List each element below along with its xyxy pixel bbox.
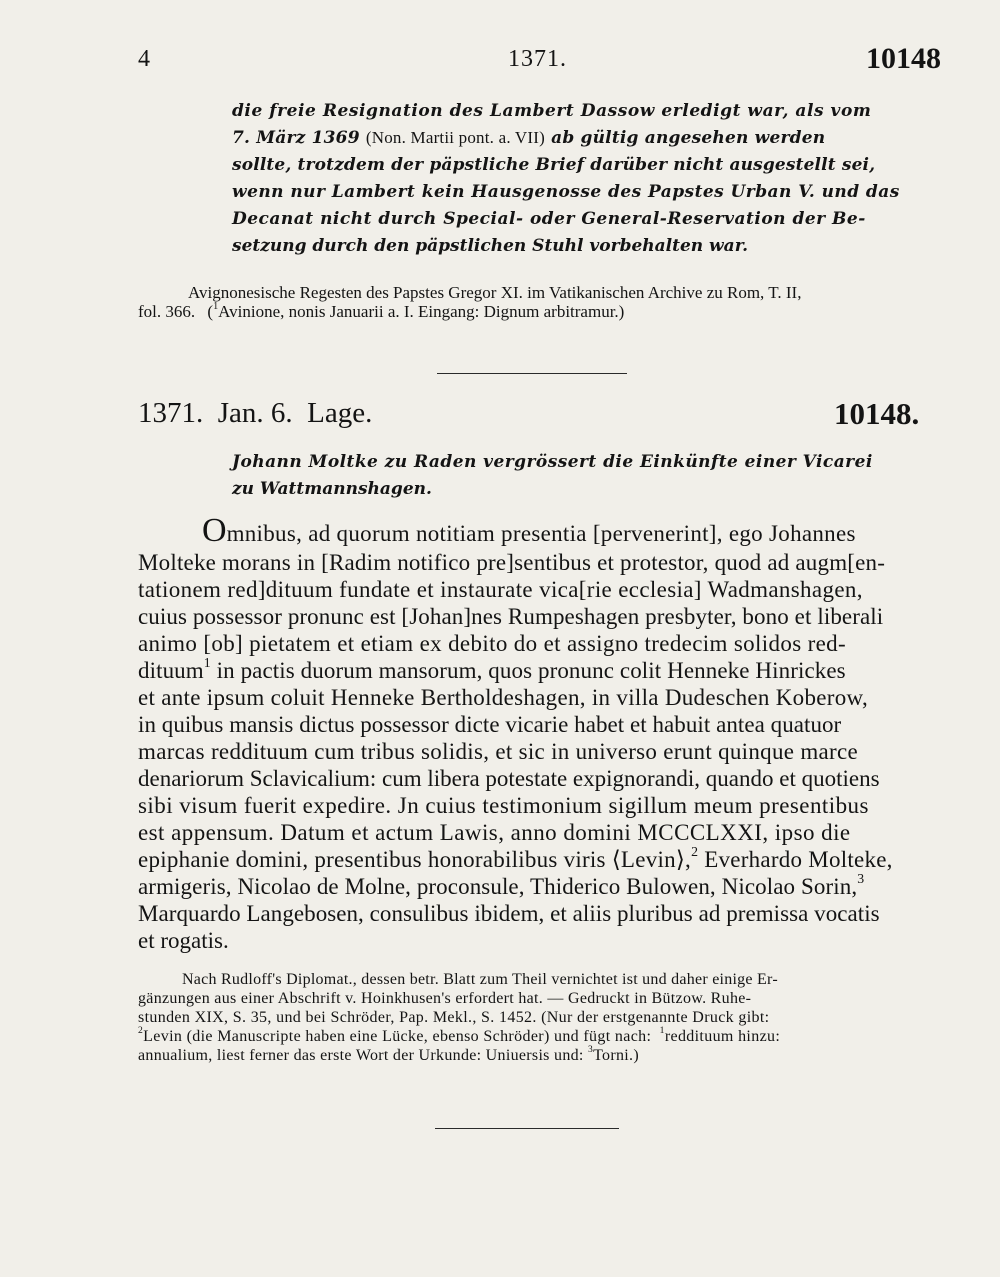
note-line-5 <box>138 1044 639 1065</box>
entry-number: 10148. <box>834 396 920 431</box>
text-line-12: est appensum. Datum et actum Lawis, anno domini MCCCLXXI, ipso die <box>138 820 851 845</box>
prev-summary-line-1: die freie Resignation des Lambert Dassow erledigt war, als vom <box>232 101 872 121</box>
note-line-4-start: Levin (die Manuscripte haben eine Lücke, ebenso Schröder) und fügt nach: <box>143 1028 652 1045</box>
note-line-2: gänzungen aus einer Abschrift v. Hoinkhusen's erfordert hat. — Gedruckt in Bützow. Ruhe- <box>138 990 752 1007</box>
note-line-4 <box>138 1025 781 1046</box>
source-note-open: ( <box>207 302 214 321</box>
text-line-6-start: dituum <box>138 658 204 683</box>
separator-rule-bottom <box>435 1128 619 1129</box>
initial-letter: O <box>202 512 227 549</box>
text-line-1 <box>202 514 856 548</box>
note-line-5-rest: Torni.) <box>593 1047 639 1064</box>
source-line-2 <box>138 302 624 322</box>
source-line-1: Avignonesische Regesten des Papstes Gregor XI. im Vatikanischen Archive zu Rom, T. II, <box>188 283 802 302</box>
running-year: 1371. <box>508 46 567 72</box>
text-line-13-start: epiphanie domini, presentibus honorabilibus viris ⟨Levin⟩, <box>138 847 692 872</box>
text-line-3: tationem red]dituum fundate et instaurate vica[rie ecclesia] Wadmanshagen, <box>138 577 863 602</box>
note-line-5-start: annualium, liest ferner das erste Wort der Urkunde: Uniuersis und: <box>138 1047 584 1064</box>
source-folio: fol. 366. <box>138 302 196 321</box>
entry-title-line-1: Johann Moltke zu Raden vergrössert die Einkünfte einer Vicarei <box>232 452 873 472</box>
note-mark-1: 1 <box>659 1025 665 1037</box>
text-line-14-text: armigeris, Nicolao de Molne, proconsule, Thiderico Bulowen, Nicolao Sorin, <box>138 874 858 899</box>
entry-heading: 1371. Jan. 6. Lage. <box>138 397 373 429</box>
text-line-15: Marquardo Langebosen, consulibus ibidem, et aliis pluribus ad premissa vocatis <box>138 901 880 926</box>
footnote-mark-3: 3 <box>857 871 865 887</box>
note-line-4-rest: reddituum hinzu: <box>664 1028 781 1045</box>
note-mark-3: 3 <box>587 1044 594 1056</box>
text-line-13 <box>138 844 893 873</box>
prev-summary-line-4: wenn nur Lambert kein Hausgenosse des Papstes Urban V. und das <box>232 182 900 202</box>
text-line-10: denariorum Sclavicalium: cum libera potestate expignorandi, quando et quotiens <box>138 766 880 791</box>
running-doc-number: 10148 <box>866 42 941 75</box>
footnote-mark-2: 2 <box>691 844 699 860</box>
note-line-1: Nach Rudloff's Diplomat., dessen betr. Blatt zum Theil vernichtet ist und daher einige Er- <box>182 971 778 988</box>
prev-summary-line-2 <box>232 128 825 148</box>
text-line-16: et rogatis. <box>138 928 229 953</box>
text-line-14 <box>138 871 865 900</box>
page-number: 4 <box>138 46 150 72</box>
text-line-5: animo [ob] pietatem et etiam ex debito do et assigno tredecim solidos red- <box>138 631 847 656</box>
text-line-9: marcas reddituum cum tribus solidis, et sic in universo erunt quinque marce <box>138 739 859 764</box>
prev-summary-date: 7. März 1369 <box>232 128 360 148</box>
prev-summary-rest: ab gültig angesehen werden <box>551 128 826 148</box>
text-line-1-rest: mnibus, ad quorum notitiam presentia [pervenerint], ego Johannes <box>226 521 856 546</box>
text-line-7: et ante ipsum coluit Henneke Bertholdeshagen, in villa Dudeschen Koberow, <box>138 685 869 710</box>
text-line-11: sibi visum fuerit expedire. Jn cuius testimonium sigillum meum presentibus <box>138 793 869 818</box>
text-line-13-rest: Everhardo Molteke, <box>698 847 893 872</box>
prev-summary-line-3: sollte, trotzdem der päpstliche Brief darüber nicht ausgestellt sei, <box>232 155 876 175</box>
note-mark-2: 2 <box>138 1025 144 1037</box>
footnote-mark-1: 1 <box>203 655 211 671</box>
prev-summary-paren: (Non. Martii pont. a. VII) <box>365 128 545 147</box>
prev-summary-line-5: Decanat nicht durch Special- oder General-Reservation der Be- <box>232 209 866 229</box>
note-line-3: stunden XIX, S. 35, und bei Schröder, Pap. Mekl., S. 1452. (Nur der erstgenannte Druck gibt: <box>138 1009 770 1026</box>
separator-rule-top <box>437 373 627 374</box>
source-note-mark: 1 <box>213 300 219 312</box>
prev-summary-line-6: setzung durch den päpstlichen Stuhl vorbehalten war. <box>232 236 749 256</box>
source-note-text: Avinione, nonis Januarii a. I. Eingang: Dignum arbitramur.) <box>218 302 625 321</box>
text-line-4: cuius possessor pronunc est [Johan]nes Rumpeshagen presbyter, bono et liberali <box>138 604 884 629</box>
text-line-6-rest: in pactis duorum mansorum, quos pronunc colit Henneke Hinrickes <box>210 658 846 683</box>
text-line-8: in quibus mansis dictus possessor dicte vicarie habet et habuit antea quatuor <box>138 712 842 737</box>
entry-title-line-2: zu Wattmannshagen. <box>232 479 432 499</box>
text-line-6 <box>138 655 846 684</box>
text-line-2: Molteke morans in [Radim notifico pre]sentibus et protestor, quod ad augm[en- <box>138 550 886 575</box>
